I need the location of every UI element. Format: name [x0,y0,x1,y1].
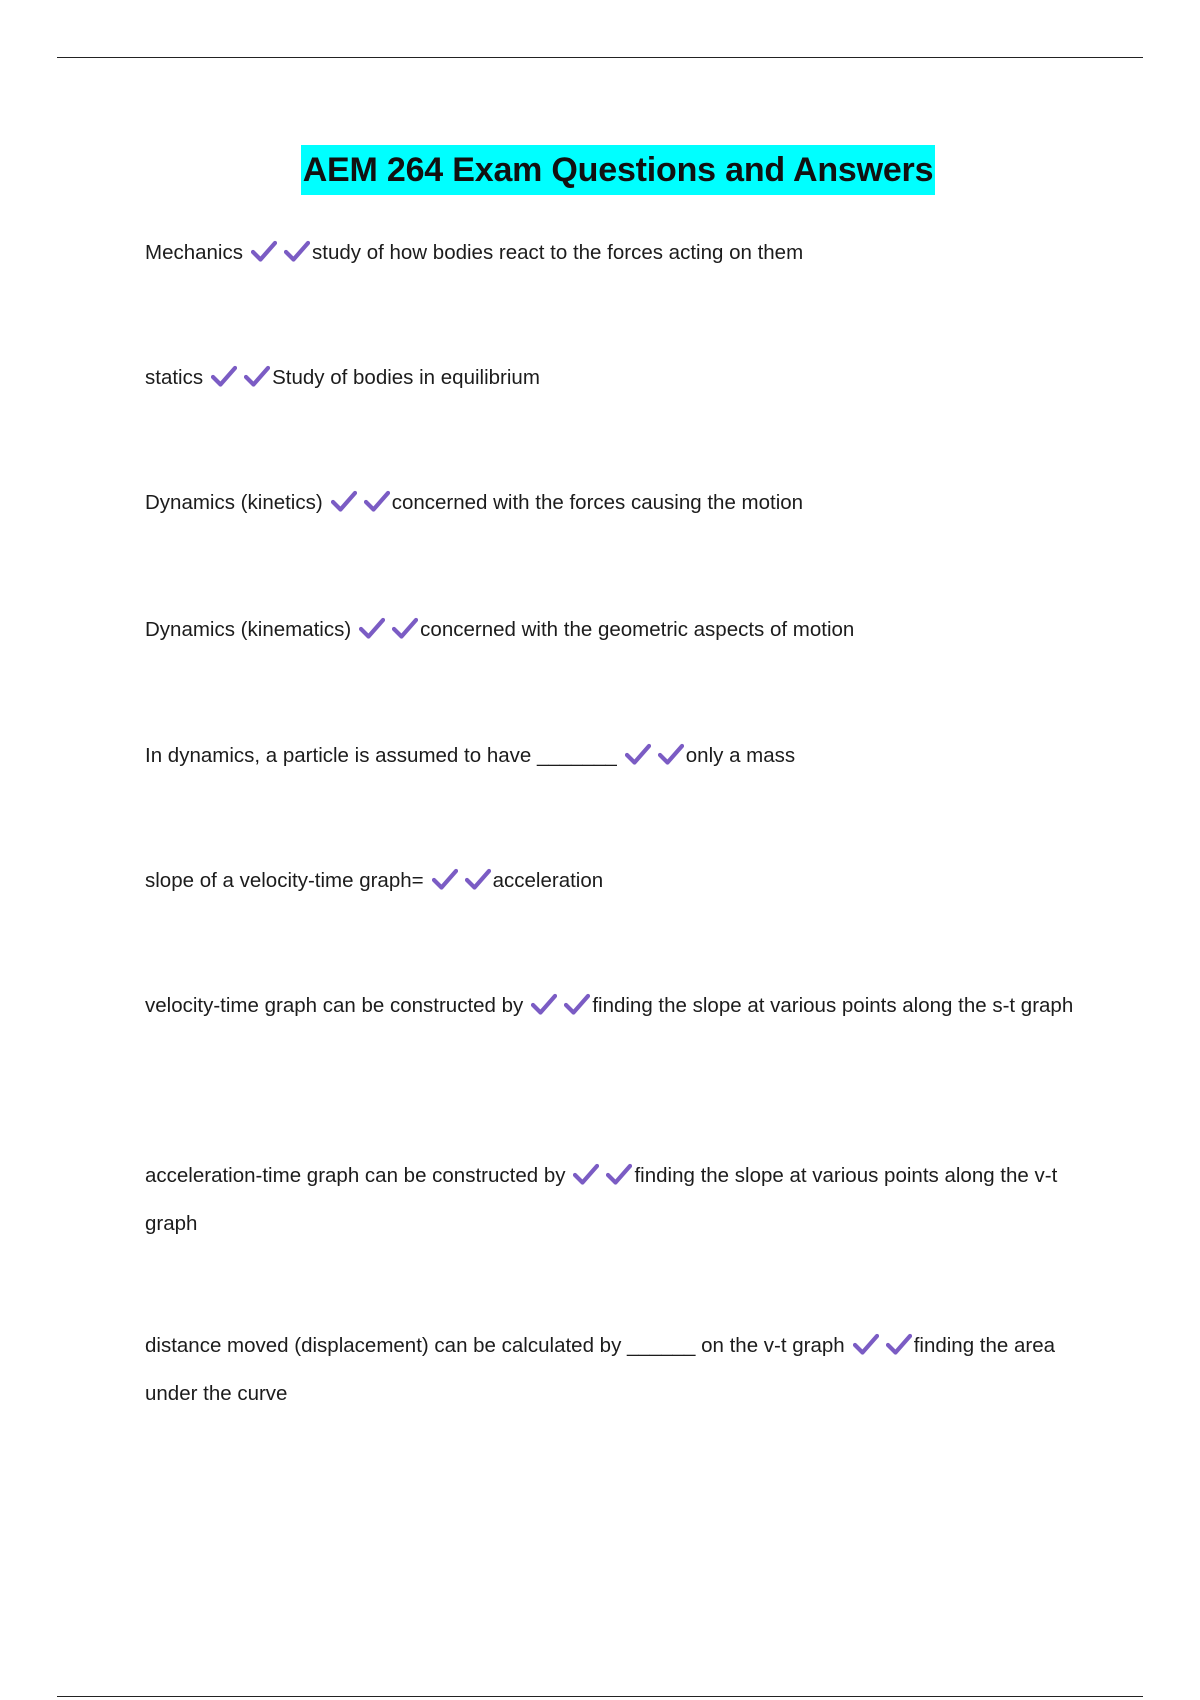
qa-item [145,230,1090,278]
check-icon [211,365,237,387]
qa-item [145,607,1090,655]
question-text: velocity-time graph can be constructed by [145,994,524,1017]
qa-item [145,355,1090,403]
check-icon [284,240,310,262]
document-title: AEM 264 Exam Questions and Answers [301,145,936,195]
check-icon [392,617,418,639]
question-text: slope of a velocity-time graph= [145,869,424,892]
check-icon [886,1333,912,1355]
title-container [0,145,1200,195]
check-icon [564,993,590,1015]
check-marks [359,610,418,655]
check-icon [331,490,357,512]
check-icon [853,1333,879,1355]
check-icon [432,868,458,890]
check-marks [853,1326,912,1371]
check-marks [251,233,310,278]
answer-text: Study of bodies in equilibrium [272,366,540,389]
qa-item [145,1323,1090,1416]
footer-rule [57,1696,1143,1697]
qa-item [145,858,1090,906]
check-icon [625,743,651,765]
check-icon [244,365,270,387]
answer-text: only a mass [685,744,796,767]
question-text: In dynamics, a particle is assumed to have _______ [145,744,617,767]
answer-text: study of how bodies react to the forces acting on them [312,241,804,264]
answer-text: concerned with the geometric aspects of motion [420,618,855,641]
qa-item [145,983,1090,1031]
question-text: distance moved (displacement) can be calculated by ______ on the v-t graph [145,1334,845,1357]
check-icon [465,868,491,890]
check-icon [658,743,684,765]
question-text: Dynamics (kinematics) [145,618,352,641]
question-text: Dynamics (kinetics) [145,491,323,514]
answer-text: finding the slope at various points along the v-t graph [145,1164,1058,1235]
check-marks [573,1156,632,1201]
question-text: Mechanics [145,241,243,264]
check-icon [364,490,390,512]
check-icon [359,617,385,639]
answer-text: finding the slope at various points along the s-t graph [592,994,1074,1017]
check-marks [432,861,491,906]
qa-item [145,733,1090,781]
check-marks [625,736,684,781]
header-rule [57,57,1143,58]
check-icon [606,1163,632,1185]
check-marks [331,483,390,528]
question-text: statics [145,366,204,389]
qa-item [145,1153,1090,1246]
check-icon [531,993,557,1015]
qa-item [145,480,1090,528]
check-marks [211,358,270,403]
check-icon [573,1163,599,1185]
answer-text: concerned with the forces causing the motion [391,491,804,514]
answer-text: acceleration [492,869,604,892]
answer-text: finding the area under the curve [145,1334,1056,1405]
check-icon [251,240,277,262]
check-marks [531,986,590,1031]
question-text: acceleration-time graph can be constructed by [145,1164,566,1187]
